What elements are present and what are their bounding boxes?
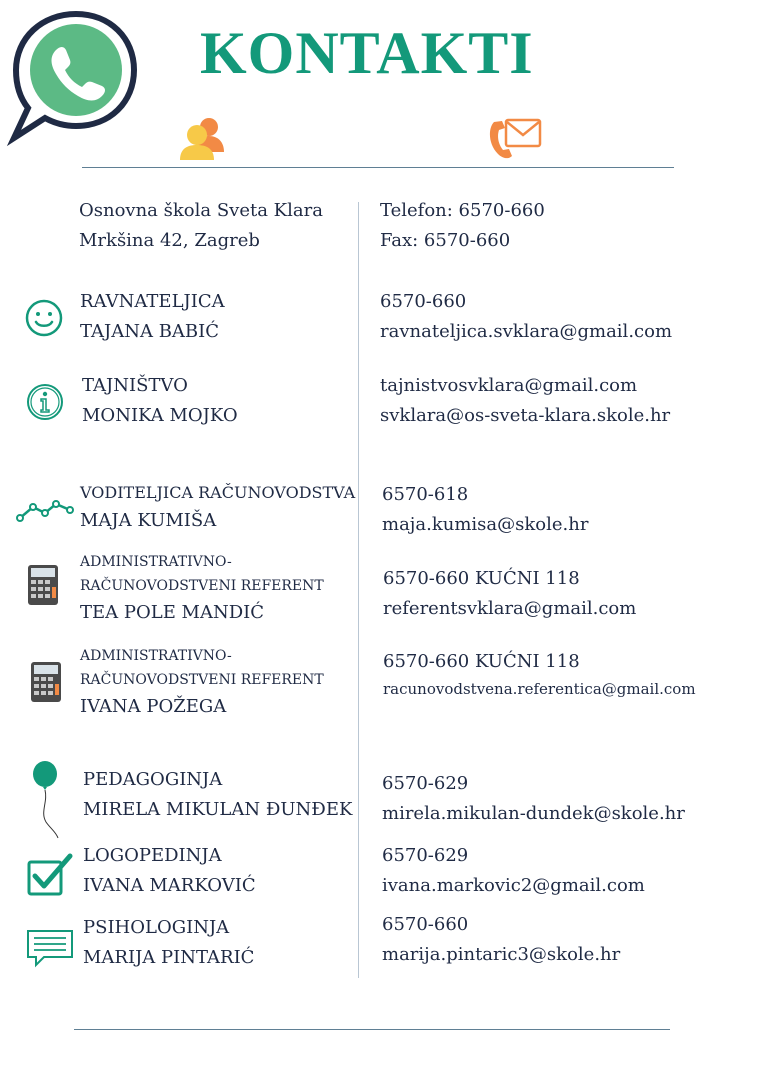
contact-phone: 6570-629 (382, 845, 469, 866)
contact-pedagoginja-details (382, 769, 685, 829)
contact-name: MAJA KUMIŠA (80, 510, 217, 531)
contact-email: marija.pintaric3@skole.hr (382, 944, 621, 965)
contact-tea-pole-mandic (80, 550, 324, 628)
contact-email: racunovodstvena.referentica@gmail.com (383, 680, 696, 698)
school-contact (380, 196, 545, 256)
contact-tajnistvo (82, 371, 238, 431)
phone-mail-icon (486, 116, 544, 160)
contact-email: referentsvklara@gmail.com (383, 598, 637, 619)
contact-name: MIRELA MIKULAN ĐUNĐEK (83, 799, 353, 820)
contact-logopedinja-details (382, 841, 645, 901)
contact-name: IVANA MARKOVIĆ (83, 875, 256, 896)
contact-role-line2: RAČUNOVODSTVENI REFERENT (80, 578, 324, 594)
footer-divider (74, 1029, 670, 1030)
contact-phone: 6570-660 KUĆNI 118 (383, 651, 580, 672)
checkbox-icon (26, 852, 74, 898)
contact-psihologinja-details (382, 910, 620, 970)
calculator-icon (31, 662, 61, 702)
contact-phone: 6570-660 (382, 914, 469, 935)
column-divider (358, 202, 359, 978)
people-icon (178, 116, 228, 162)
page-title: KONTAKTI (200, 20, 534, 86)
contact-ivana-pozega (80, 644, 324, 722)
contact-email: mirela.mikulan-dundek@skole.hr (382, 803, 685, 824)
contact-name: TAJANA BABIĆ (80, 321, 220, 342)
contact-tea-pole-mandic-details (383, 564, 636, 624)
contact-role: TAJNIŠTVO (82, 375, 188, 396)
contact-ravnateljica-details (380, 287, 672, 347)
contact-ivana-pozega-details (383, 647, 696, 701)
contact-logopedinja (83, 841, 256, 901)
contact-role: RAVNATELJICA (80, 291, 225, 312)
contact-role-line1: ADMINISTRATIVNO- (80, 554, 232, 570)
school-info (79, 196, 323, 256)
contact-role: PSIHOLOGINJA (83, 917, 230, 938)
contact-role-line1: ADMINISTRATIVNO- (80, 648, 232, 664)
header-divider (82, 167, 674, 168)
contact-role: PEDAGOGINJA (83, 769, 223, 790)
contact-ravnateljica (80, 287, 225, 347)
contact-name: MARIJA PINTARIĆ (83, 947, 255, 968)
contact-role: VODITELJICA RAČUNOVODSTVA (80, 483, 356, 502)
contact-email: maja.kumisa@skole.hr (382, 514, 589, 535)
smiley-icon (24, 298, 64, 338)
contact-voditeljica-details (382, 480, 588, 540)
contact-tajnistvo-details (380, 371, 670, 431)
contact-phone: 6570-660 (380, 291, 467, 312)
trend-line-icon (16, 496, 74, 524)
message-icon (26, 929, 74, 969)
contact-role-line2: RAČUNOVODSTVENI REFERENT (80, 672, 324, 688)
contact-phone: 6570-618 (382, 484, 469, 505)
contact-role: LOGOPEDINJA (83, 845, 222, 866)
school-name: Osnovna škola Sveta Klara (79, 200, 323, 221)
balloon-icon (30, 760, 64, 840)
school-address: Mrkšina 42, Zagreb (79, 230, 260, 251)
contact-pedagoginja (83, 765, 352, 825)
info-icon (25, 382, 65, 422)
school-phone: Telefon: 6570-660 (380, 200, 545, 221)
whatsapp-icon (6, 8, 140, 138)
contact-email: ivana.markovic2@gmail.com (382, 875, 645, 896)
contact-voditeljica (80, 480, 355, 536)
contact-email: ravnateljica.svklara@gmail.com (380, 321, 673, 342)
contact-phone: 6570-660 KUĆNI 118 (383, 568, 580, 589)
contact-name: TEA POLE MANDIĆ (80, 602, 265, 623)
calculator-icon (28, 565, 58, 605)
contact-email-2: svklara@os-sveta-klara.skole.hr (380, 405, 671, 426)
contact-psihologinja (83, 913, 254, 973)
contact-name: MONIKA MOJKO (82, 405, 238, 426)
contact-email: tajnistvosvklara@gmail.com (380, 375, 638, 396)
contact-phone: 6570-629 (382, 773, 469, 794)
contact-name: IVANA POŽEGA (80, 696, 227, 717)
school-fax: Fax: 6570-660 (380, 230, 511, 251)
